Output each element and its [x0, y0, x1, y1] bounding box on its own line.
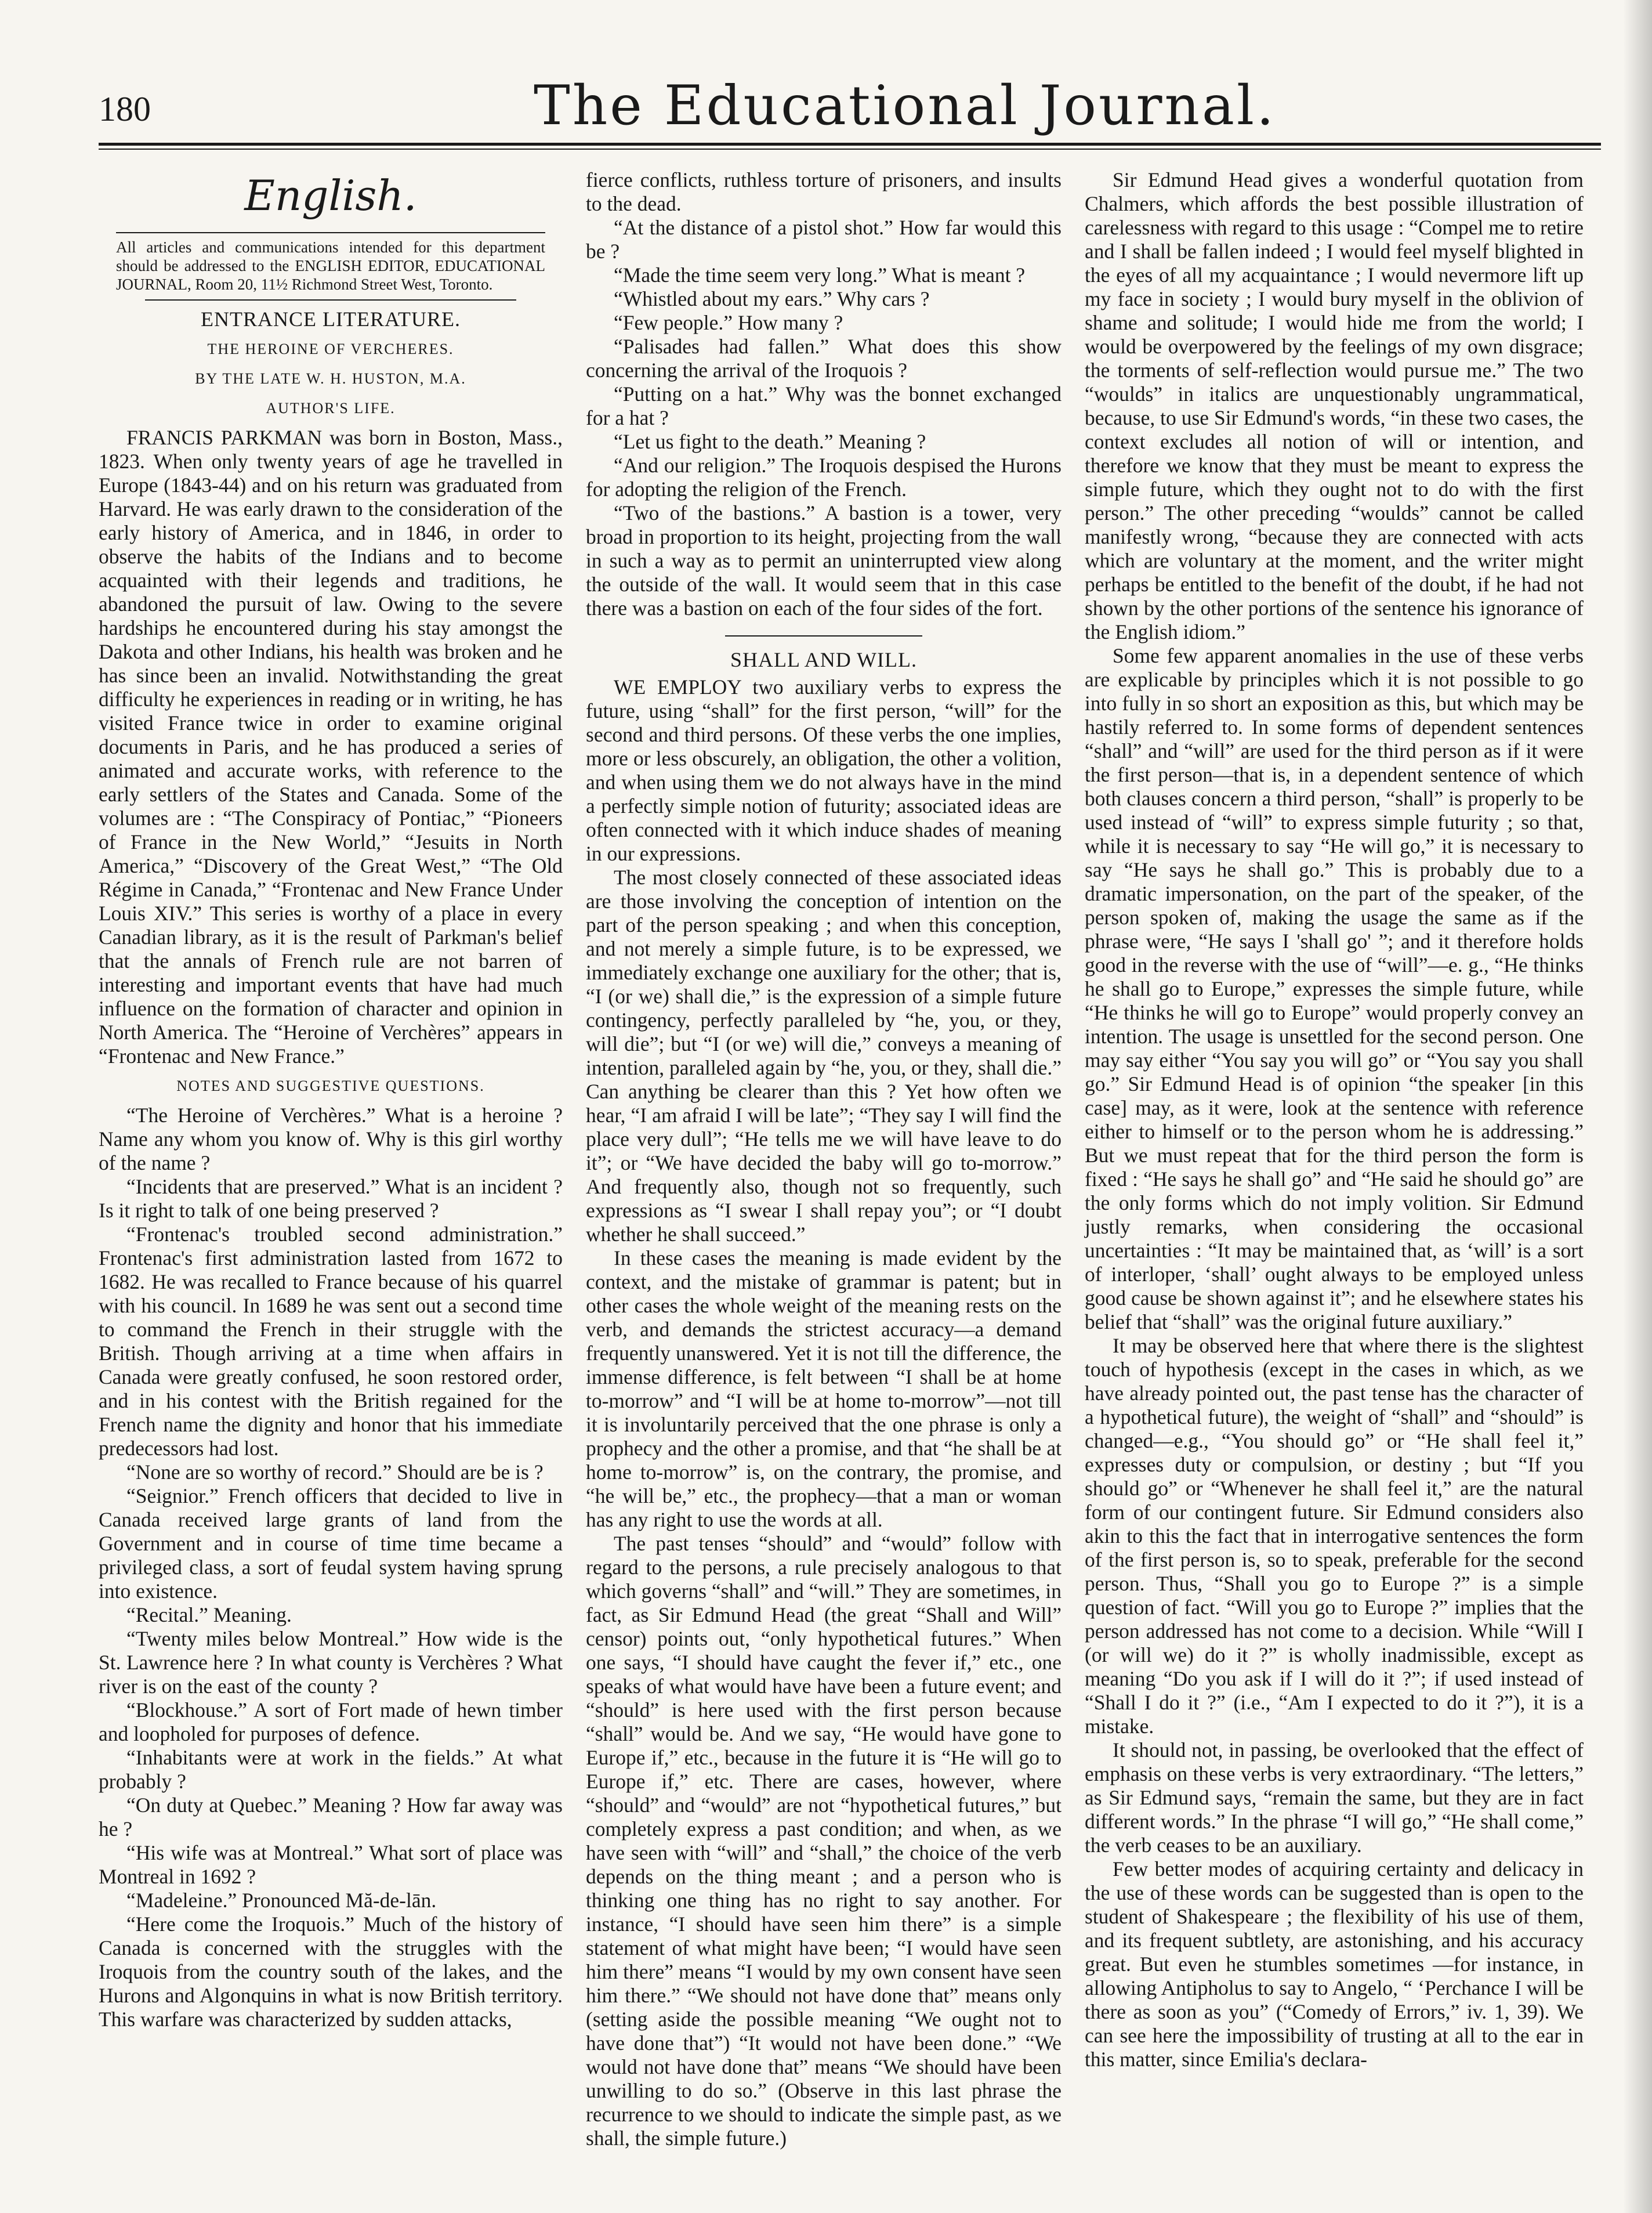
note: fierce conflicts, ruthless torture of prisoners, and insults to the dead.: [586, 168, 1062, 215]
editor-notice: All articles and communications intended for this department should be addressed to the ENGLISH EDITOR, EDUCATIONAL JOURNAL, Room 20, 11½ Richmond Street West, Toronto.: [116, 232, 545, 294]
paragraph: Few better modes of acquiring certainty and delicacy in the use of these words can be suggested than is open to the student of Shakespeare ; the flexibility of his use of them, and its frequent subtlety, are astonishing, and his accuracy great. But even he stumbles sometimes —for instance, in allowing Antipholus to say to Angelo, “ ‘Perchance I will be there as soon as you” (“Comedy of Errors,” iv. 1, 39). We can see here the impossibility of trusting at all to the ear in this matter, since Emilia's declara-: [1085, 1857, 1584, 2071]
note: “Inhabitants were at work in the fields.” At what probably ?: [99, 1746, 563, 1793]
paragraph: The most closely connected of these associated ideas are those involving the conception of intention on the part of the person speaking ; and when this conception, and not merely a simple future, is to be expressed, we immediately exchange one auxiliary for the other; that is, “I (or we) shall die,” is the expression of a simple future contingency, perfectly paralleled by “he, you, or they, will die”; but “I (or we) will die,” conveys a meaning of intention, paralleled again by “he, you, or they, shall die.” Can anything be clearer than this ? Yet how often we hear, “I am afraid I will be late”; “They say I will find the place very dull”; “He tells me we will have leave to do it”; or “We have decided the baby will go to-morrow.” And frequently also, though not so frequently, such expressions as “I swear I shall repay you”; or “I doubt whether he shall succeed.”: [586, 866, 1062, 1246]
note: “Let us fight to the death.” Meaning ?: [614, 430, 926, 453]
note: “None are so worthy of record.” Should are be is ?: [126, 1460, 544, 1484]
article-heading: SHALL AND WILL.: [730, 648, 917, 671]
note: “Frontenac's troubled second administration.” Frontenac's first administration lasted from 1672 to 1682. He was recalled to France because of his quarrel with his council. In 1689 he was sent out a second time to command the French in their struggle with the British. Though arriving at a time when affairs in Canada were greatly confused, he soon restored order, and in his contest with the British regained for the French name the dignity and honor that his immediate predecessors had lost.: [99, 1223, 563, 1460]
paragraph: It should not, in passing, be overlooked that the effect of emphasis on these verbs is very extraordinary. “The letters,” as Sir Edmund says, “remain the same, but they are in fact different words.” In the phrase “I will go,” “He shall come,” the verb ceases to be an auxiliary.: [1085, 1738, 1584, 1857]
masthead-rule-thin: [99, 149, 1601, 150]
note: “Palisades had fallen.” What does this show concerning the arrival of the Iroquois ?: [586, 335, 1062, 382]
column-1: [99, 168, 563, 2031]
paragraph: WE EMPLOY two auxiliary verbs to express the future, using “shall” for the first person, “will” for the second and third persons. Of these verbs the one implies, more or less obscurely, an obligation, the other a volition, and when using them we do not always have in the mind a perfectly simple notion of futurity; associated ideas are often connected with it which induce shades of meaning in our expressions.: [586, 675, 1062, 865]
note: “On duty at Quebec.” Meaning ? How far away was he ?: [99, 1793, 563, 1840]
author-life-heading: AUTHOR'S LIFE.: [266, 400, 396, 417]
note: “Twenty miles below Montreal.” How wide is the St. Lawrence here ? In what county is Verchères ? What river is on the east of the county ?: [99, 1627, 563, 1698]
page-edge-shadow: [1623, 0, 1652, 2213]
note: “The Heroine of Verchères.” What is a heroine ? Name any whom you know of. Why is this girl worthy of the name ?: [99, 1104, 563, 1174]
note: “Recital.” Meaning.: [126, 1603, 292, 1626]
note: “At the distance of a pistol shot.” How far would this be ?: [586, 216, 1062, 263]
divider: [145, 299, 516, 301]
paragraph: FRANCIS PARKMAN was born in Boston, Mass., 1823. When only twenty years of age he travelled in Europe (1843-44) and on his return was graduated from Harvard. He was early drawn to the consideration of the early history of America, and in 1846, in order to observe the habits of the Indians and to become acquainted with their legends and traditions, he abandoned the pursuit of law. Owing to the severe hardships he encountered during his stay amongst the Dakota and other Indians, his health was broken and he has since been an invalid. Notwithstanding the great difficulty he experiences in reading or in writing, he has visited France twice in order to examine original documents in Paris, and he has produced a series of animated and accurate works, with reference to the early settlers of the States and Canada. Some of the volumes are : “The Conspiracy of Pontiac,” “Pioneers of France in the New World,” “Jesuits in North America,” “Discovery of the Great West,” “The Old Régime in Canada,” “Frontenac and New France Under Louis XIV.” This series is worthy of a place in every Canadian library, as it is the result of Parkman's belief that the annals of French rule are not barren of interesting and important events that have had much influence on the formation of character and opinion in North America. The “Heroine of Verchères” appears in “Frontenac and New France.”: [99, 426, 563, 1068]
column-3: [1085, 168, 1584, 2071]
journal-title: The Educational Journal.: [534, 74, 1276, 138]
note: “Here come the Iroquois.” Much of the history of Canada is concerned with the struggles with the Iroquois from the country south of the lakes, and the Hurons and Algonquins in what is now British territory. This warfare was characterized by sudden attacks,: [99, 1912, 563, 2031]
note: “His wife was at Montreal.” What sort of place was Montreal in 1692 ?: [99, 1841, 563, 1888]
paragraph: Sir Edmund Head gives a wonderful quotation from Chalmers, which affords the best possible illustration of carelessness with regard to this usage : “Compel me to retire and I shall be fallen indeed ; I would feel myself blighted in the eyes of all my acquaintance ; I would nevermore lift up my face in society ; I would bury myself in the oblivion of shame and solitude; I would hide me from the world; I would be overpowered by the feelings of my own disgrace; the torments of self-reflection would pursue me.” The two “woulds” in italics are unquestionably ungrammatical, because, to use Sir Edmund's words, “in these two cases, the context excludes all notion of will or intention, and therefore we know that they must be meant to express the simple future, which they ought not to do with the first person.” The other preceding “woulds” cannot be called manifestly wrong, “because they are connected with acts which are voluntary at the moment, and the writer might perhaps be entitled to the benefit of the doubt, if he had not shown by the other portions of the sentence his ignorance of the English idiom.”: [1085, 168, 1584, 643]
note: “Blockhouse.” A sort of Fort made of hewn timber and loopholed for purposes of defence.: [99, 1698, 563, 1745]
note: “Madeleine.” Pronounced Mă-de-lān.: [126, 1889, 437, 1912]
note: “Incidents that are preserved.” What is an incident ? Is it right to talk of one being preserved ?: [99, 1175, 563, 1222]
notes-heading: NOTES AND SUGGESTIVE QUESTIONS.: [176, 1077, 485, 1094]
paragraph: It may be observed here that where there is the slightest touch of hypothesis (except in the cases in which, as we have already pointed out, the past tense has the character of a hypothetical future), the weight of “shall” and “should” is changed—e.g., “You should go” or “He shall feel it,” expresses duty or compulsion, or destiny ; but “If you should go” or “Whenever he shall feel it,” are the natural form of our contingent future. Sir Edmund considers also akin to this the fact that in interrogative sentences the form of the first person is, so to speak, preferable for the second person. Thus, “Shall you go to Europe ?” is a simple question of fact. “Will you go to Europe ?” implies that the person addressed has not come to a decision. While “Will I (or will we) do it ?” is wholly inadmissible, except as meaning “Do you ask if I will do it ?”; if used instead of “Shall I do it ?” (i.e., “Am I expected to do it ?”), it is a mistake.: [1085, 1334, 1584, 1738]
column-2: [586, 168, 1062, 2150]
note: “Whistled about my ears.” Why cars ?: [614, 287, 930, 310]
note: “And our religion.” The Iroquois despised the Hurons for adopting the religion of the French.: [586, 454, 1062, 501]
paragraph: The past tenses “should” and “would” follow with regard to the persons, a rule precisely analogous to that which governs “shall” and “will.” They are sometimes, in fact, as Sir Edmund Head (the great “Shall and Will” censor) points out, “only hypothetical futures.” When one says, “I should have caught the fever if,” etc., one speaks of what would have have been a future event; and “should” is here used with the first person because “shall” would be. And we say, “He would have gone to Europe if,” etc., because in the future it is “He will go to Europe if,” etc. There are cases, however, where “should” and “would” are not “hypothetical futures,” but completely express a past condition; and when, as we have seen with “will” and “shall,” the choice of the verb depends on the thing meant ; and a person who is thinking one thing has no right to say another. For instance, “I should have seen him there” is a simple statement of what might have been; “I would have seen him there” means “I would by my own consent have seen him there.” “We should not have done that” means only (setting aside the possible meaning “We ought not to have done that”) “It would not have been done.” “We would not have done that” means “We should have been unwilling to do so.” (Observe in this last phrase the recurrence to we should to indicate the simple past, as we shall, the simple future.): [586, 1532, 1062, 2150]
note: “Seignior.” French officers that decided to live in Canada received large grants of land from the Government and in course of time time became a privileged class, a sort of feudal system having sprung into existence.: [99, 1484, 563, 1603]
note: “Putting on a hat.” Why was the bonnet exchanged for a hat ?: [586, 382, 1062, 429]
divider: [725, 635, 922, 637]
paragraph: Some few apparent anomalies in the use of these verbs are explicable by principles which it is not possible to go into fully in so short an exposition as this, but which may be hastily referred to. In some forms of dependent sentences “shall” and “will” are used for the third person as if it were the first person—that is, in a dependent sentence of which both clauses concern a third person, “shall” is properly to be used instead of “will” to express simple futurity ; so that, while it is necessary to say “He will go,” it is necessary to say “He says he shall go.” This is probably due to a dramatic impersonation, on the part of the speaker, of the person spoken of, making the usage the same as if the phrase were, “He says I 'shall go' ”; and it therefore holds good in the reverse with the use of “will”—e. g., “He thinks he shall go to Europe,” expresses the simple future, while “He thinks he will go to Europe” would properly convey an intention. The usage is unsettled for the second person. One may say either “You say you will go” or “You say you shall go.” Sir Edmund Head is of opinion “the speaker [in this case] may, as it were, look at the sentence with reference either to himself or to the person whom he is addressing.” But we must repeat that for the third person the form is fixed : “He says he shall go” and “He said he should go” are the only forms which do not imply volition. Sir Edmund justly remarks, when considering the occasional uncertainties : “It may be maintained that, as ‘will’ is a sort of interloper, ‘shall’ ought always to be employed unless good cause be shown against it”; and he elsewhere states his belief that “shall” was the original future auxiliary.”: [1085, 644, 1584, 1333]
note: “Few people.” How many ?: [614, 311, 843, 334]
article-subheading: THE HEROINE OF VERCHERES.: [207, 341, 454, 357]
note: “Two of the bastions.” A bastion is a tower, very broad in proportion to its height, projecting from the wall in such a way as to permit an uninterrupted view along the outside of the wall. It would seem that in this case there was a bastion on each of the four sides of the fort.: [586, 501, 1062, 620]
masthead-rule: [99, 143, 1601, 146]
masthead: [99, 74, 1601, 138]
paragraph: In these cases the meaning is made evident by the context, and the mistake of grammar is patent; but in other cases the whole weight of the meaning rests on the verb, and demands the strictest accuracy—a demand frequently unanswered. Yet it is not till the difference, the immense difference, is felt between “I shall be at home to-morrow” and “I will be at home to-morrow”—not till it is involuntarily perceived that the one phrase is only a prophecy and the other a promise, and that “he shall be at home to-morrow” is, on the contrary, the promise, and “he will be,” etc., the prophecy—that a man or woman has any right to use the words at all.: [586, 1246, 1062, 1531]
note: “Made the time seem very long.” What is meant ?: [614, 263, 1026, 287]
section-title: English.: [244, 171, 417, 220]
article-heading: ENTRANCE LITERATURE.: [201, 308, 461, 331]
page-number: 180: [99, 90, 151, 128]
byline: BY THE LATE W. H. HUSTON, M.A.: [195, 370, 466, 387]
